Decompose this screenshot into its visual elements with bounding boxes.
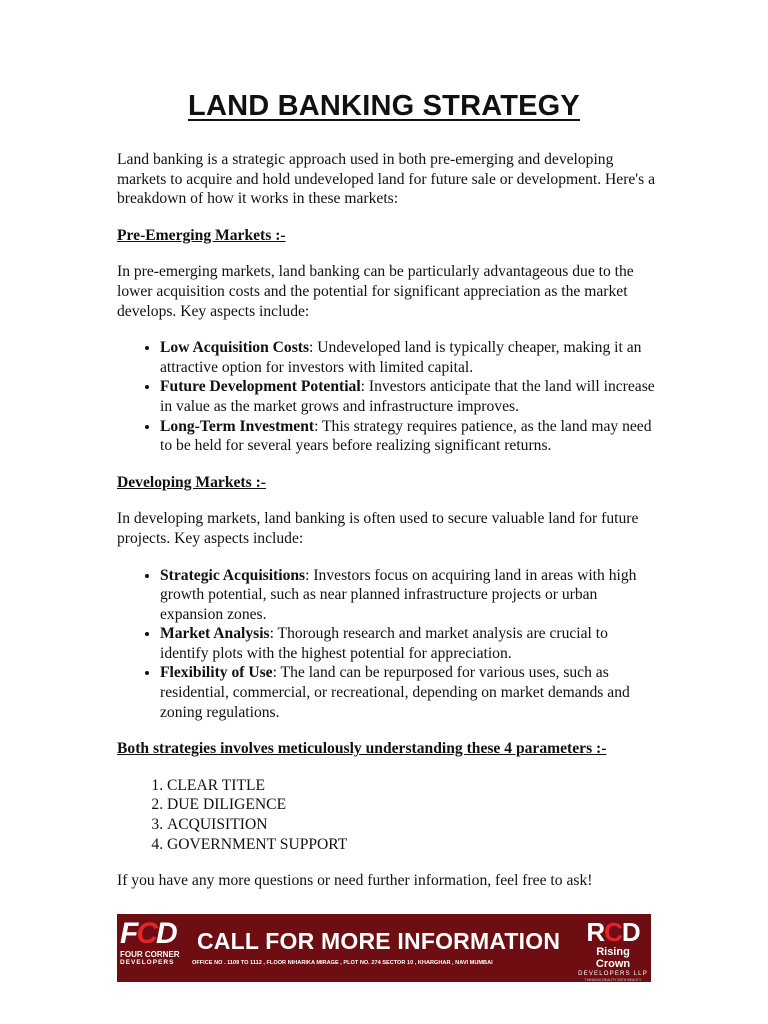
contact-banner	[117, 914, 651, 982]
list-item	[160, 566, 657, 625]
call-to-action: CALL FOR MORE INFORMATION	[197, 928, 561, 954]
document-title: LAND BANKING STRATEGY	[188, 90, 580, 122]
bullet-term: Long-Term Investment	[160, 417, 315, 435]
bullet-text: : Undeveloped land is typically cheaper, making it an attractive option for investors with limited capital.	[160, 339, 642, 376]
bullet-term: Strategic Acquisitions	[160, 566, 306, 584]
bullet-text: : Investors anticipate that the land will increase in value as the market grows and infrastructure improves.	[160, 378, 655, 415]
section-paragraph-pre-emerging: In pre-emerging markets, land banking can be particularly advantageous due to the lower acquisition costs and the potential for significant appreciation as the market develops. Key aspects include:	[117, 263, 634, 320]
bullet-text: : The land can be repurposed for various uses, such as residential, commercial, or recreational, depending on market demands and zoning regulations.	[160, 664, 630, 721]
list-item: 2. DUE DILIGENCE	[167, 795, 657, 815]
bullet-term: Future Development Potential	[160, 378, 361, 396]
rising-crown-logo	[578, 917, 648, 982]
bullet-text: : Investors focus on acquiring land in areas with high growth potential, such as near planned infrastructure projects or urban expansion zones.	[160, 566, 637, 623]
section-paragraph-developing: In developing markets, land banking is often used to secure valuable land for future projects. Key aspects include:	[117, 510, 639, 547]
bullet-term: Low Acquisition Costs	[160, 339, 310, 357]
fcd-logo-sub: DEVELOPERS	[120, 959, 175, 966]
bullet-text: : This strategy requires patience, as the land may need to be held for several years before realizing significant returns.	[160, 417, 652, 455]
parameters-list	[117, 776, 657, 854]
closing-paragraph: If you have any more questions or need further information, feel free to ask!	[117, 872, 593, 890]
list-item	[160, 417, 657, 456]
fcd-logo-mark: FCD	[120, 917, 176, 950]
four-corner-logo	[120, 918, 190, 978]
list-item: 3. ACQUISITION	[167, 815, 657, 835]
list-item: 1. CLEAR TITLE	[167, 776, 657, 796]
bullet-term: Flexibility of Use	[160, 664, 273, 682]
document-body	[117, 150, 657, 891]
section-heading-pre-emerging: Pre-Emerging Markets :-	[117, 226, 286, 244]
bullet-text: : Thorough research and market analysis are crucial to identify plots with the highest potential for appreciation.	[160, 625, 608, 662]
bullet-list-pre-emerging	[117, 338, 657, 456]
rcd-logo-sub: DEVELOPERS LLP	[578, 971, 648, 977]
intro-paragraph: Land banking is a strategic approach used in both pre-emerging and developing markets to acquire and hold undeveloped land for future sale or development. Here's a breakdown of how it works in these markets:	[117, 151, 655, 208]
list-item	[160, 377, 657, 416]
bullet-term: Market Analysis	[160, 625, 270, 643]
office-address: OFFICE NO . 1109 TO 1112 , FLOOR NIHARIKA MIRAGE , PLOT NO. 274 SECTOR 10 , KHARGHAR , NAVI MUMBAI	[192, 960, 493, 966]
parameters-heading: Both strategies involves meticulously understanding these 4 parameters :-	[117, 740, 607, 758]
rcd-logo-mark: RCD	[586, 917, 640, 947]
rcd-logo-tagline: THINKING BEAUTY WITH BEAUTY	[584, 978, 642, 982]
bullet-list-developing	[117, 566, 657, 723]
section-heading-developing: Developing Markets :-	[117, 473, 266, 491]
list-item	[160, 338, 657, 377]
list-item: 4. GOVERNMENT SUPPORT	[167, 835, 657, 855]
list-item	[160, 624, 657, 663]
list-item	[160, 663, 657, 722]
rcd-logo-name: Rising Crown	[595, 946, 631, 970]
fcd-logo-name: FOUR CORNER	[120, 950, 180, 959]
